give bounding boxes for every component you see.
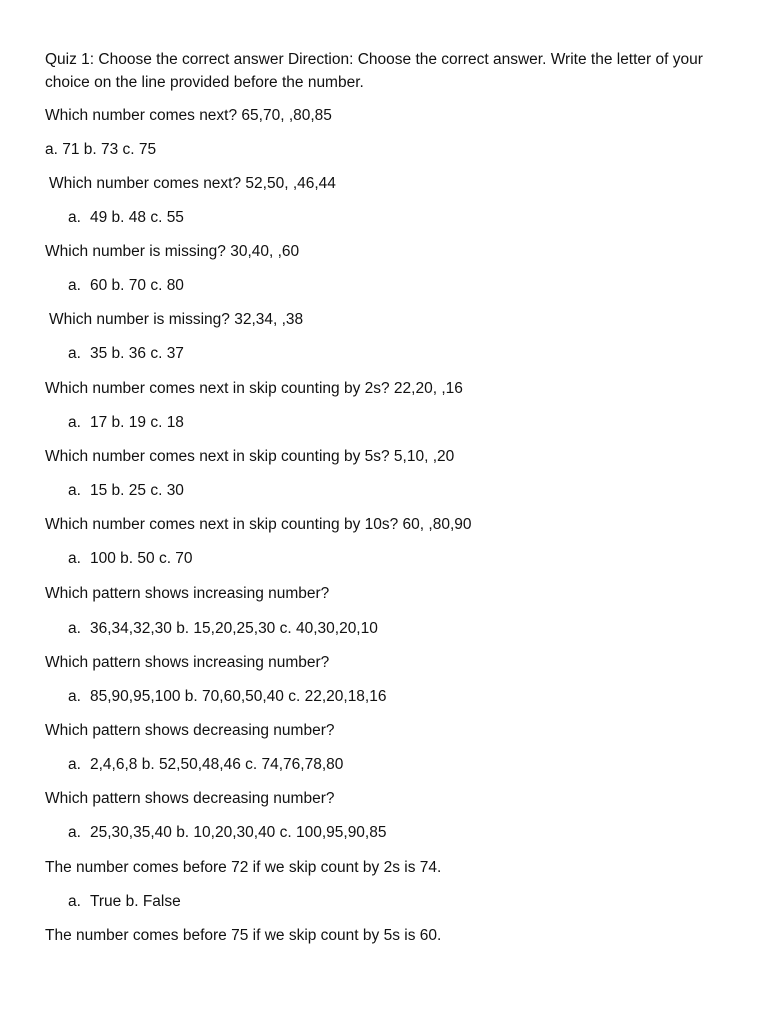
answer-choices — [68, 344, 184, 364]
choice-text: 15 b. 25 c. 30 — [90, 482, 184, 499]
choice-marker: a. — [68, 550, 81, 567]
answer-choices — [68, 619, 378, 639]
quiz-instructions: Quiz 1: Choose the correct answer Direction: Choose the correct answer. Write the letter of your choice on the line provided before the number. — [45, 51, 703, 91]
choice-marker: a. — [68, 209, 81, 226]
answer-choices — [68, 276, 184, 296]
choice-marker: a. — [68, 482, 81, 499]
choice-marker: a. — [68, 414, 81, 431]
choice-text: 49 b. 48 c. 55 — [90, 209, 184, 226]
answer-choices — [68, 549, 193, 569]
choice-text: 100 b. 50 c. 70 — [90, 550, 193, 567]
choice-text: 85,90,95,100 b. 70,60,50,40 c. 22,20,18,16 — [90, 688, 387, 705]
question-line: The number comes before 75 if we skip count by 5s is 60. — [45, 927, 442, 944]
choice-marker: a. — [68, 620, 81, 637]
question-line: Which pattern shows decreasing number? — [45, 790, 335, 807]
question-line: Which number is missing? 32,34, ,38 — [49, 311, 304, 328]
question-line: Which pattern shows increasing number? — [45, 585, 330, 602]
choice-marker: a. — [68, 893, 81, 910]
choice-text: 17 b. 19 c. 18 — [90, 414, 184, 431]
answer-choices — [68, 687, 386, 707]
question-line: Which number is missing? 30,40, ,60 — [45, 243, 300, 260]
answer-choices — [68, 755, 343, 775]
choice-text: 60 b. 70 c. 80 — [90, 277, 184, 294]
choice-marker: a. — [68, 756, 81, 773]
choice-marker: a. — [68, 345, 81, 362]
answer-choices — [68, 823, 386, 843]
question-line: Which pattern shows decreasing number? — [45, 722, 335, 739]
answer-choices: a. 71 b. 73 c. 75 — [45, 141, 157, 158]
choice-marker: a. — [68, 824, 81, 841]
answer-choices — [68, 892, 181, 912]
answer-choices — [68, 481, 184, 501]
question-line: Which number comes next in skip counting by 10s? 60, ,80,90 — [45, 516, 472, 533]
question-line: Which number comes next in skip counting by 5s? 5,10, ,20 — [45, 448, 455, 465]
choice-marker: a. — [68, 688, 81, 705]
question-line: The number comes before 72 if we skip count by 2s is 74. — [45, 859, 442, 876]
choice-text: 25,30,35,40 b. 10,20,30,40 c. 100,95,90,85 — [90, 824, 387, 841]
question-line: Which pattern shows increasing number? — [45, 654, 330, 671]
choice-marker: a. — [68, 277, 81, 294]
answer-choices — [68, 208, 184, 228]
question-line: Which number comes next in skip counting by 2s? 22,20, ,16 — [45, 380, 463, 397]
choice-text: 35 b. 36 c. 37 — [90, 345, 184, 362]
question-line: Which number comes next? 52,50, ,46,44 — [49, 175, 336, 192]
answer-choices — [68, 413, 184, 433]
choice-text: 36,34,32,30 b. 15,20,25,30 c. 40,30,20,10 — [90, 620, 378, 637]
choice-text: True b. False — [90, 893, 181, 910]
question-line: Which number comes next? 65,70, ,80,85 — [45, 107, 332, 124]
choice-text: 2,4,6,8 b. 52,50,48,46 c. 74,76,78,80 — [90, 756, 344, 773]
